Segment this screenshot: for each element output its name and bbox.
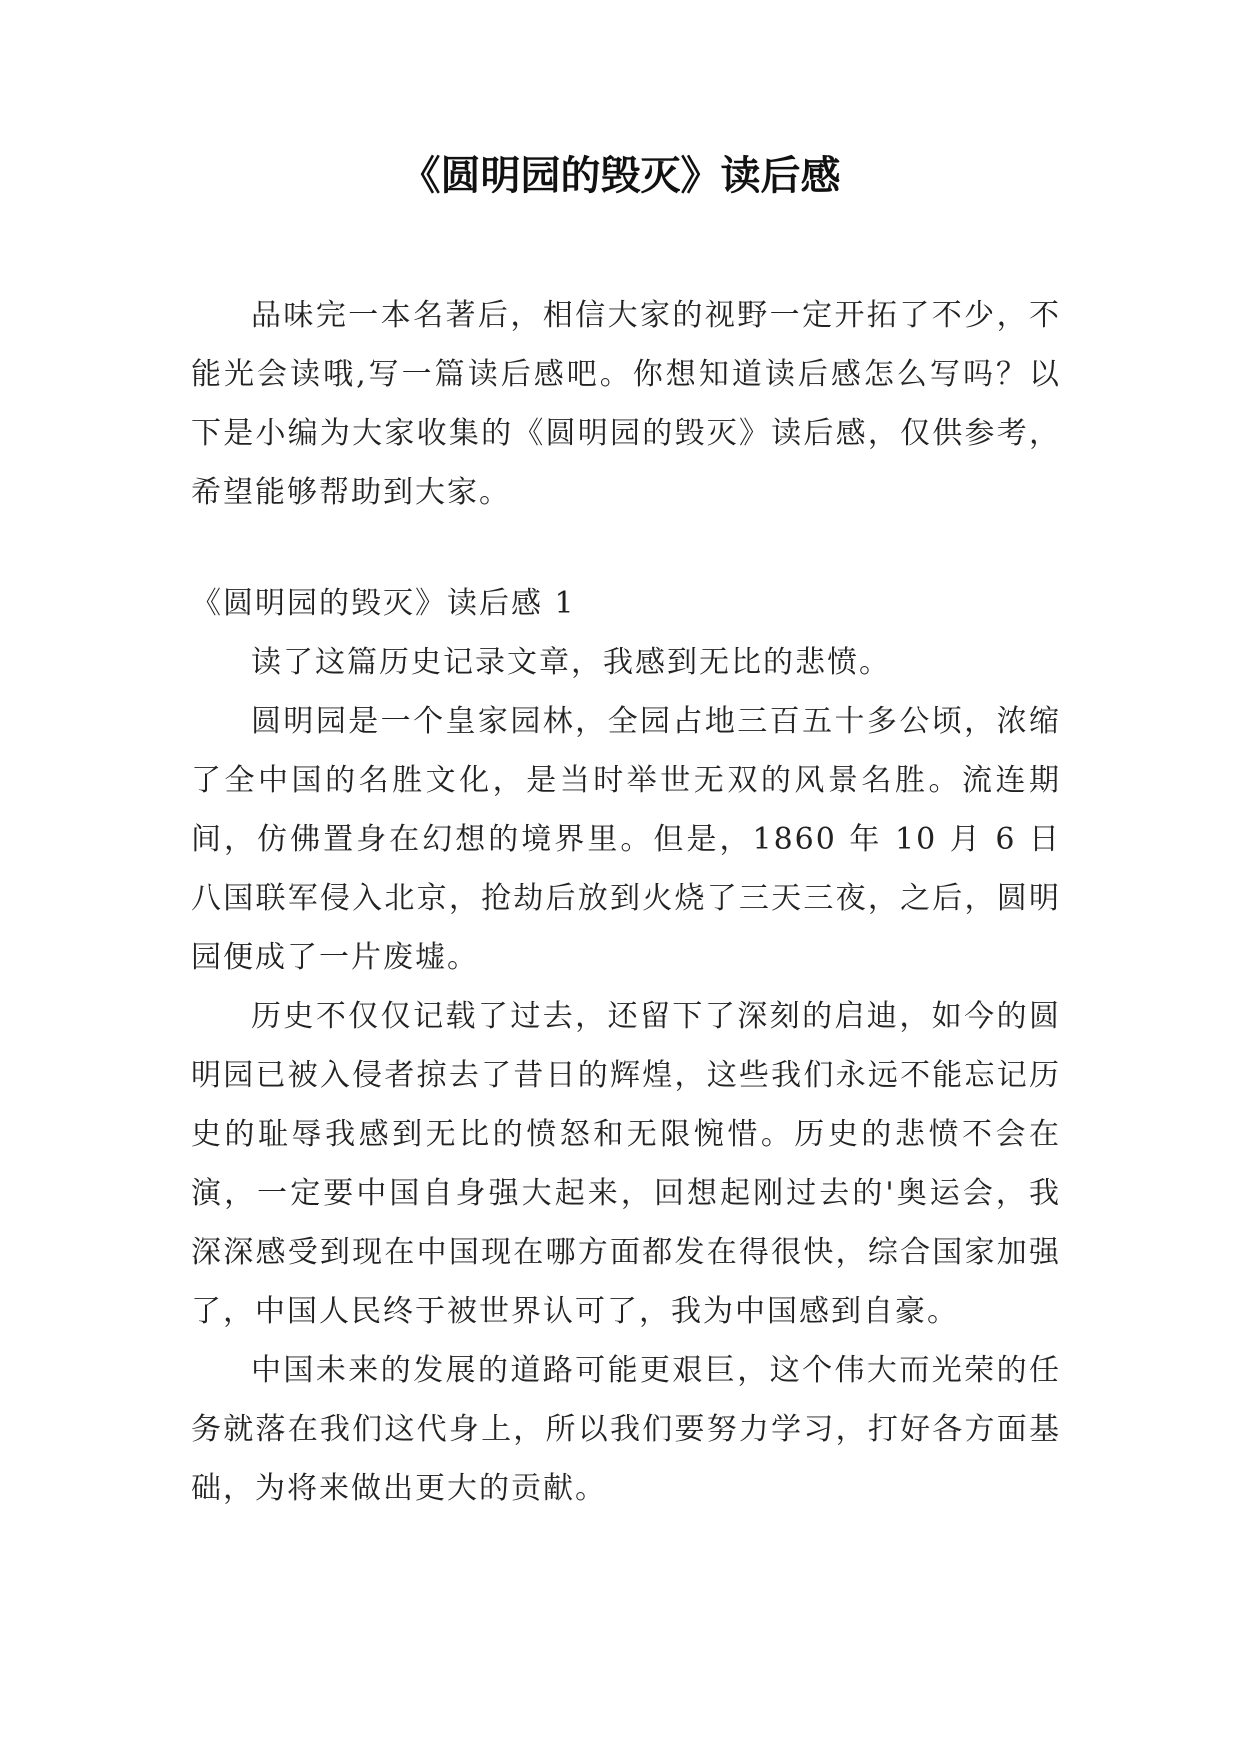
essay-paragraph-3: 历史不仅仅记载了过去，还留下了深刻的启迪，如今的圆明园已被入侵者掠去了昔日的辉煌，这些我们永远不能忘记历史的耻辱我感到无比的愤怒和无限惋惜。历史的悲愤不会在演，一定要中国自身强大起来，回想起刚过去的'奥运会，我深深感受到现在中国现在哪方面都发在得很快，综合国家加强了，中国人民终于被世界认可了，我为中国感到自豪。	[191, 999, 1061, 1329]
essay-block	[191, 574, 1061, 1518]
intro-paragraph: 品味完一本名著后，相信大家的视野一定开拓了不少，不能光会读哦,写一篇读后感吧。你想知道读后感怎么写吗？以下是小编为大家收集的《圆明园的毁灭》读后感，仅供参考，希望能够帮助到大家。	[191, 298, 1061, 510]
intro-block	[191, 286, 1061, 522]
essay-paragraph-1: 读了这篇历史记录文章，我感到无比的悲愤。	[251, 645, 891, 680]
essay-paragraph-2: 圆明园是一个皇家园林，全园占地三百五十多公顷，浓缩了全中国的名胜文化，是当时举世无双的风景名胜。流连期间，仿佛置身在幻想的境界里。但是，1860 年 10 月 6 日八国联军侵入北京，抢劫后放到火烧了三天三夜，之后，圆明园便成了一片废墟。	[191, 704, 1061, 975]
section-heading: 《圆明园的毁灭》读后感 1	[191, 586, 576, 621]
essay-paragraph-4: 中国未来的发展的道路可能更艰巨，这个伟大而光荣的任务就落在我们这代身上，所以我们要努力学习，打好各方面基础，为将来做出更大的贡献。	[191, 1353, 1061, 1506]
document-title: 《圆明园的毁灭》读后感	[400, 152, 841, 199]
